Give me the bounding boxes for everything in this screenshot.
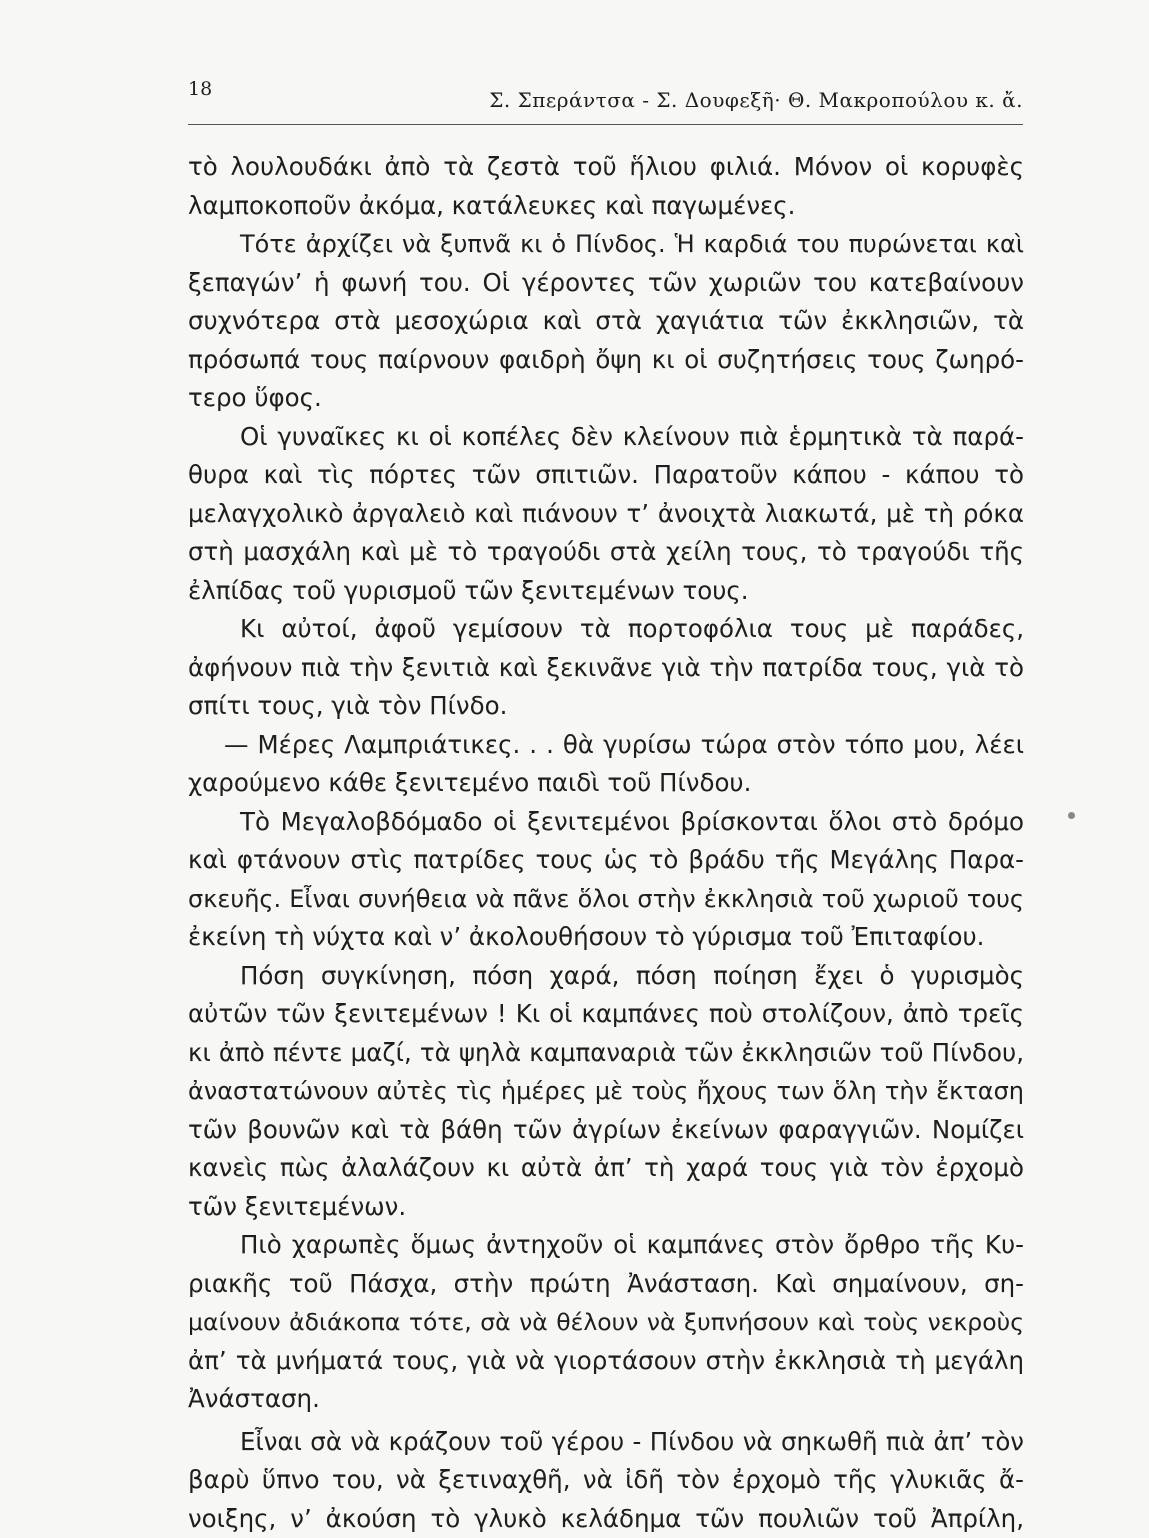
text-line: ἐλπίδας τοῦ γυρισμοῦ τῶν ξενιτεμένων τους. — [188, 572, 1024, 611]
text-line: τῶν ξενιτεμένων. — [188, 1188, 1024, 1227]
page-header — [188, 70, 1023, 122]
text-line: κι ἀπὸ πέντε μαζί, τὰ ψηλὰ καμπαναριὰ τῶν ἐκκλησιῶν τοῦ Πίνδου, — [188, 1034, 1024, 1073]
running-head: Σ. Σπεράντσα - Σ. Δουφεξῆ· Θ. Μακροπούλου κ. ἄ. — [489, 88, 1023, 112]
text-line: βαρὺ ὕπνο του, νὰ ξετιναχθῆ, νὰ ἰδῆ τὸν ἐρχομὸ τῆς γλυκιᾶς ἄ- — [188, 1461, 1024, 1500]
body-text — [188, 148, 1024, 1538]
text-line: τερο ὕφος. — [188, 379, 1024, 418]
header-rule — [188, 124, 1023, 125]
text-line: χαρούμενο κάθε ξενιτεμένο παιδὶ τοῦ Πίνδου. — [188, 764, 1024, 803]
text-line: λαμποκοποῦν ἀκόμα, κατάλευκες καὶ παγωμένες. — [188, 187, 1024, 226]
text-line: Οἱ γυναῖκες κι οἱ κοπέλες δὲν κλείνουν πιὰ ἑρμητικὰ τὰ παρά- — [188, 418, 1024, 457]
text-line: καὶ φτάνουν στὶς πατρίδες τους ὡς τὸ βράδυ τῆς Μεγάλης Παρα- — [188, 841, 1024, 880]
text-line: Εἶναι σὰ νὰ κράζουν τοῦ γέρου - Πίνδου νὰ σηκωθῆ πιὰ ἀπ’ τὸν — [188, 1423, 1024, 1462]
text-line: ἀπ’ τὰ μνήματά τους, γιὰ νὰ γιορτάσουν στὴν ἐκκλησιὰ τὴ μεγάλη — [188, 1342, 1024, 1381]
text-line: μαίνουν ἀδιάκοπα τότε, σὰ νὰ θέλουν νὰ ξυπνήσουν καὶ τοὺς νεκροὺς — [188, 1303, 1024, 1342]
text-line: νοιξης, ν’ ἀκούση τὸ γλυκὸ κελάδημα τῶν πουλιῶν τοῦ Ἀπρίλη, — [188, 1500, 1024, 1538]
text-line: αὐτῶν τῶν ξενιτεμένων ! Κι οἱ καμπάνες ποὺ στολίζουν, ἀπὸ τρεῖς — [188, 995, 1024, 1034]
text-line: ἐκείνη τὴ νύχτα καὶ ν’ ἀκολουθήσουν τὸ γύρισμα τοῦ Ἐπιταφίου. — [188, 918, 1024, 957]
text-line: Τότε ἀρχίζει νὰ ξυπνᾶ κι ὁ Πίνδος. Ἡ καρδιά του πυρώνεται καὶ — [188, 225, 1024, 264]
text-line: ἀναστατώνουν αὐτὲς τὶς ἡμέρες μὲ τοὺς ἤχους των ὅλη τὴν ἔκταση — [188, 1072, 1024, 1111]
ink-speck — [1068, 812, 1075, 819]
text-line: θυρα καὶ τὶς πόρτες τῶν σπιτιῶν. Παρατοῦν κάπου - κάπου τὸ — [188, 456, 1024, 495]
text-line: μελαγχολικὸ ἀργαλειὸ καὶ πιάνουν τ’ ἀνοιχτὰ λιακωτά, μὲ τὴ ρόκα — [188, 495, 1024, 534]
text-line: τὸ λουλουδάκι ἀπὸ τὰ ζεστὰ τοῦ ἥλιου φιλιά. Μόνον οἱ κορυφὲς — [188, 148, 1024, 187]
text-line: πρόσωπά τους παίρνουν φαιδρὴ ὄψη κι οἱ συζητήσεις τους ζωηρό- — [188, 341, 1024, 380]
text-line: Πόση συγκίνηση, πόση χαρά, πόση ποίηση ἔχει ὁ γυρισμὸς — [188, 957, 1024, 996]
text-line: Πιὸ χαρωπὲς ὅμως ἀντηχοῦν οἱ καμπάνες στὸν ὄρθρο τῆς Κυ- — [188, 1226, 1024, 1265]
text-line: Ἀνάσταση. — [188, 1380, 1024, 1419]
text-line: κανεὶς πὼς ἀλαλάζουν κι αὐτὰ ἀπ’ τὴ χαρά τους γιὰ τὸν ἐρχομὸ — [188, 1149, 1024, 1188]
text-line: ξεπαγών’ ἡ φωνή του. Οἱ γέροντες τῶν χωριῶν του κατεβαίνουν — [188, 264, 1024, 303]
text-line: τῶν βουνῶν καὶ τὰ βάθη τῶν ἀγρίων ἐκείνων φαραγγιῶν. Νομίζει — [188, 1111, 1024, 1150]
text-line: Τὸ Μεγαλοβδόμαδο οἱ ξενιτεμένοι βρίσκονται ὅλοι στὸ δρόμο — [188, 803, 1024, 842]
text-line: — Μέρες Λαμπριάτικες. . . θὰ γυρίσω τώρα στὸν τόπο μου, λέει — [188, 726, 1024, 765]
text-line: συχνότερα στὰ μεσοχώρια καὶ στὰ χαγιάτια τῶν ἐκκλησιῶν, τὰ — [188, 302, 1024, 341]
page-number: 18 — [188, 78, 212, 100]
text-line: σπίτι τους, γιὰ τὸν Πίνδο. — [188, 687, 1024, 726]
text-line: στὴ μασχάλη καὶ μὲ τὸ τραγούδι στὰ χείλη τους, τὸ τραγούδι τῆς — [188, 533, 1024, 572]
text-line: ἀφήνουν πιὰ τὴν ξενιτιὰ καὶ ξεκινᾶνε γιὰ τὴν πατρίδα τους, γιὰ τὸ — [188, 649, 1024, 688]
text-line: σκευῆς. Εἶναι συνήθεια νὰ πᾶνε ὅλοι στὴν ἐκκλησιὰ τοῦ χωριοῦ τους — [188, 880, 1024, 919]
text-line: Κι αὐτοί, ἀφοῦ γεμίσουν τὰ πορτοφόλια τους μὲ παράδες, — [188, 610, 1024, 649]
text-line: ριακῆς τοῦ Πάσχα, στὴν πρώτη Ἀνάσταση. Καὶ σημαίνουν, ση- — [188, 1265, 1024, 1304]
